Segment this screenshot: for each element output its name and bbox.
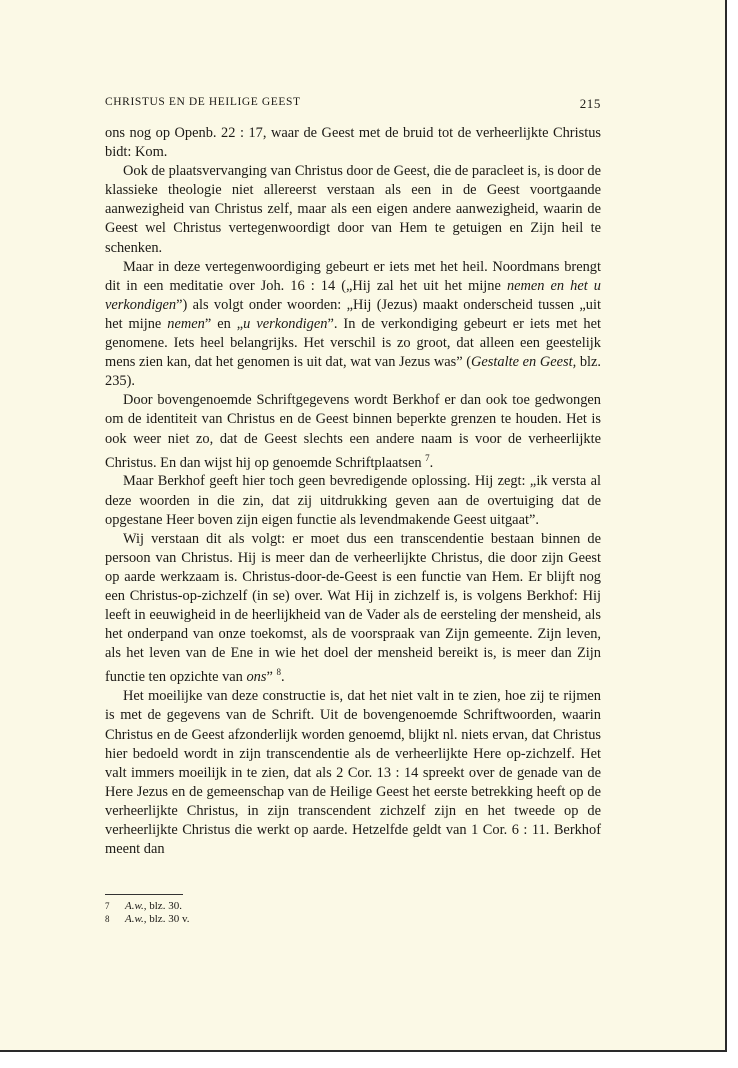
footnotes	[105, 900, 405, 926]
footnote-divider	[105, 894, 183, 895]
footnote-ref: 7	[425, 452, 430, 463]
page-number: 215	[579, 96, 601, 111]
paragraph: Maar in deze vertegenwoordiging gebeurt er iets met het heil. Noordmans brengt dit in een meditatie over Joh. 16 : 14 („Hij zal het uit het mijne nemen en het u verkondigen”) als volgt onder woorden: „Hij (Jezus) maakt onderscheid tussen „uit het mijne nemen” en „u verkondigen”. In de verkondiging gebeurt er iets met het genomene. Iets heel belangrijks. Het verschil is zo groot, dat alleen een geestelijk mens zien kan, dat het genomen is uit dat, wat van Jezus was” (Gestalte en Geest, blz. 235).	[105, 258, 601, 390]
running-title: CHRISTUS EN DE HEILIGE GEEST	[105, 96, 301, 108]
body-text	[105, 124, 601, 859]
paragraph: ons nog op Openb. 22 : 17, waar de Geest met de bruid tot de verheerlijkte Christus bidt: Kom.	[105, 125, 601, 161]
paragraph: Door bovengenoemde Schriftgegevens wordt Berkhof er dan ook toe gedwongen om de identiteit van Christus en de Geest binnen beperkte grenzen te houden. Het is ook weer niet zo, dat de Geest slechts een andere naam is voor de verheerlijkte Christus. En dan wijst hij op genoemde Schriftplaatsen $^7$.	[105, 392, 601, 471]
paragraph: Maar Berkhof geeft hier toch geen bevredigende oplossing. Hij zegt: „ik versta al deze woorden in die zin, dat zij uitdrukking geven aan de overtuiging dat de opgestane Heer boven zijn eigen functie als levendmakende Geest uitgaat”.	[105, 473, 601, 528]
paragraph: Het moeilijke van deze constructie is, dat het niet valt in te zien, hoe zij te rijmen is met de gegevens van de Schrift. Uit de bovengenoemde Schriftwoorden, waarin Christus en de Geest afzonderlijk worden genoemd, blijkt nl. niets ervan, dat Christus hier bedoeld wordt in zijn transcendentie als de verheerlijkte Here op-zichzelf. Het valt immers moeilijk in te zien, dat als 2 Cor. 13 : 14 spreekt over de genade van de Here Jezus en de gemeenschap van de Heilige Geest het eerste betrekking heeft op de verheerlijkte Christus, in zijn transcendent zichzelf zijn en het tweede op de verheerlijkte Christus die werkt op aarde. Hetzelfde geldt van 1 Cor. 6 : 11. Berkhof meent dan	[105, 688, 601, 858]
footnote: 8 A.w., blz. 30 v.	[105, 913, 190, 925]
paragraph: Ook de plaatsvervanging van Christus door de Geest, die de paracleet is, is door de klassieke theologie niet allereerst verstaan als een in de Geest voortgaande aanwezigheid van Christus zelf, maar als een eigen andere aanwezigheid, waarin de Geest wel Christus vertegenwoordigt door van Hem te getuigen en Zijn heil te schenken.	[105, 163, 601, 256]
footnote: 7 A.w., blz. 30.	[105, 900, 182, 912]
footnote-ref: 8	[276, 667, 281, 678]
paragraph: Wij verstaan dit als volgt: er moet dus een transcendentie bestaan binnen de persoon van Christus. Hij is meer dan de verheerlijkte Christus, die door zijn Geest op aarde werkzaam is. Christus-door-de-Geest is een functie van Hem. Er blijft nog een Christus-op-zichzelf (in se) over. Wat Hij in zichzelf is, is volgens Berkhof: Hij leeft in eeuwigheid in de heerlijkheid van de Vader als de eersteling der mensheid, als het onderpand van onze toekomst, als de voorspraak van Zijn gemeente. Zijn leven, als het leven van de Ene in wie het doel der mensheid bereikt is, is meer dan Zijn functie ten opzichte van ons” $^8$.	[105, 530, 601, 686]
